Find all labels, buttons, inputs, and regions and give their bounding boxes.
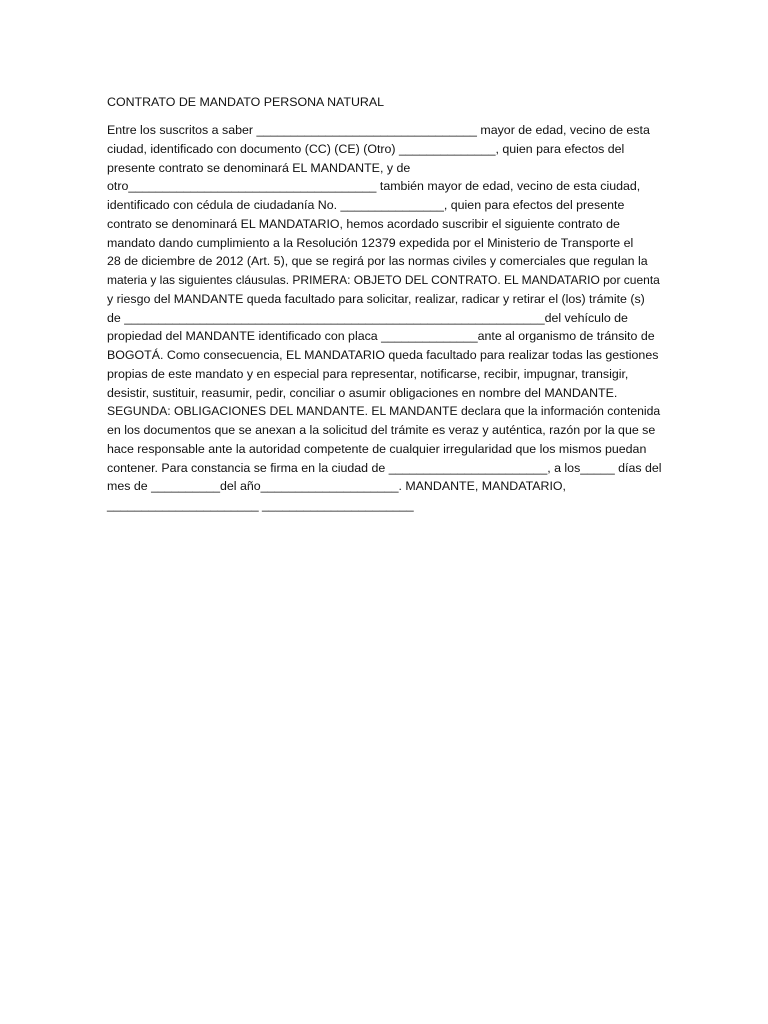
- body-line: ciudad, identificado con documento (CC) (CE) (Otro) ______________, quien para efectos del: [107, 141, 625, 156]
- body-line: contener. Para constancia se firma en la ciudad de _______________________, a los_____ días del: [107, 460, 662, 475]
- body-line: en los documentos que se anexan a la solicitud del trámite es veraz y auténtica, razón por la que se: [107, 423, 656, 437]
- body-line: 28 de diciembre de 2012 (Art. 5), que se regirá por las normas civiles y comerciales que regulan la: [107, 254, 648, 269]
- body-line: SEGUNDA: OBLIGACIONES DEL MANDANTE. EL MANDANTE declara que la información contenida: [107, 404, 661, 419]
- body-line: propiedad del MANDANTE identificado con placa ______________ante al organismo de tránsito de: [107, 329, 655, 344]
- body-line: hace responsable ante la autoridad competente de cualquier irregularidad que los mismos puedan: [107, 441, 647, 456]
- document-body: [107, 121, 667, 515]
- body-line: otro____________________________________ también mayor de edad, vecino de esta ciudad,: [107, 179, 641, 194]
- body-line: propias de este mandato y en especial para representar, notificarse, recibir, impugnar, transigir,: [107, 366, 629, 381]
- body-line: Entre los suscritos a saber ________________________________ mayor de edad, vecino de esta: [107, 123, 650, 137]
- body-line: y riesgo del MANDANTE queda facultado para solicitar, realizar, radicar y retirar el (los) trámite (s): [107, 291, 645, 306]
- body-line: presente contrato se denominará EL MANDANTE, y de: [107, 160, 411, 175]
- body-line: materia y las siguientes cláusulas. PRIMERA: OBJETO DEL CONTRATO. EL MANDATARIO por cuenta: [107, 273, 660, 287]
- body-line: BOGOTÁ. Como consecuencia, EL MANDATARIO queda facultado para realizar todas las gestiones: [107, 348, 659, 362]
- body-line: identificado con cédula de ciudadanía No. _______________, quien para efectos del presente: [107, 198, 625, 212]
- body-line: contrato se denominará EL MANDATARIO, hemos acordado suscribir el siguiente contrato de: [107, 216, 620, 231]
- body-line: desistir, sustituir, reasumir, pedir, conciliar o asumir obligaciones en nombre del MANDANTE.: [107, 385, 618, 400]
- signature-lines: ______________________ ______________________: [107, 498, 414, 512]
- body-line: mes de __________del año____________________. MANDANTE, MANDATARIO,: [107, 479, 566, 494]
- document-title: CONTRATO DE MANDATO PERSONA NATURAL: [107, 95, 384, 109]
- body-line: mandato dando cumplimiento a la Resolución 12379 expedida por el Ministerio de Transporte el: [107, 235, 634, 250]
- body-line: de _____________________________________________________________del vehículo de: [107, 310, 628, 325]
